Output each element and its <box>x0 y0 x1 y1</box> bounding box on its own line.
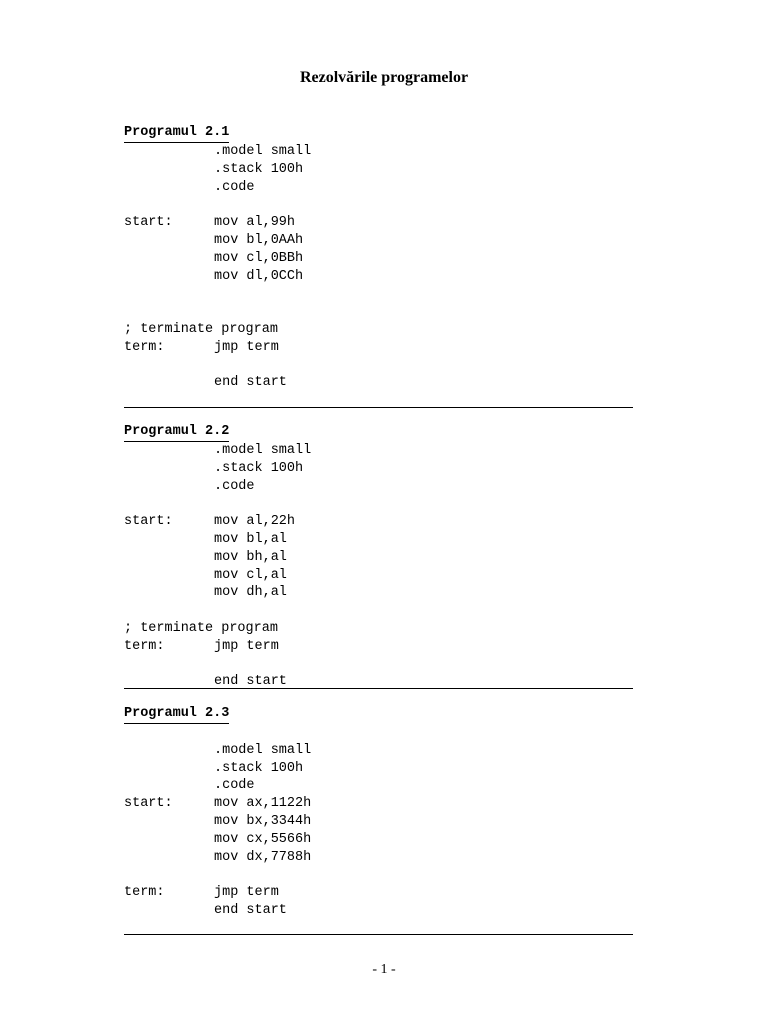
code-instruction: mov al,22h <box>214 514 296 530</box>
code-instruction: mov cl,0BBh <box>214 250 304 266</box>
program-heading: Programul 2.3 <box>124 705 229 724</box>
code-line <box>124 285 634 303</box>
program-heading: Programul 2.2 <box>124 423 229 442</box>
code-instruction: .stack 100h <box>214 460 304 476</box>
code-line <box>124 638 634 656</box>
code-instruction: .model small <box>214 144 312 159</box>
code-line <box>124 866 634 884</box>
code-line <box>124 161 634 179</box>
code-line <box>124 602 634 620</box>
code-line <box>124 742 634 760</box>
code-line <box>124 620 634 638</box>
code-line <box>124 357 634 375</box>
divider <box>124 688 633 689</box>
code-block <box>124 442 634 691</box>
code-label: start: <box>124 514 173 530</box>
code-instruction: .stack 100h <box>214 161 304 177</box>
code-line <box>124 196 634 214</box>
code-line <box>124 584 634 602</box>
code-line <box>124 849 634 867</box>
code-line <box>124 567 634 585</box>
code-line <box>124 813 634 831</box>
code-line <box>124 232 634 250</box>
code-label: start: <box>124 796 173 812</box>
code-instruction: mov ax,1122h <box>214 796 312 812</box>
code-line <box>124 321 634 339</box>
code-line <box>124 442 634 460</box>
code-line <box>124 549 634 567</box>
code-instruction: mov cx,5566h <box>214 831 312 847</box>
code-line <box>124 268 634 286</box>
code-line <box>124 250 634 268</box>
code-line <box>124 656 634 674</box>
code-line <box>124 760 634 778</box>
code-instruction: .code <box>214 478 255 494</box>
code-instruction: end start <box>214 674 287 690</box>
code-instruction: jmp term <box>214 638 279 654</box>
code-instruction: jmp term <box>214 339 279 355</box>
code-comment: ; terminate program <box>124 321 278 337</box>
code-instruction: mov dx,7788h <box>214 849 312 865</box>
code-line <box>124 777 634 795</box>
divider <box>124 407 633 408</box>
code-line <box>124 795 634 813</box>
code-line <box>124 884 634 902</box>
code-instruction: .model small <box>214 443 312 458</box>
code-instruction: mov cl,al <box>214 567 287 583</box>
code-instruction: .model small <box>214 742 312 758</box>
code-line <box>124 374 634 392</box>
code-line <box>124 513 634 531</box>
code-block <box>124 143 634 392</box>
code-line <box>124 531 634 549</box>
code-instruction: mov bh,al <box>214 549 287 565</box>
page-number: - 1 - <box>372 962 396 977</box>
code-label: term: <box>124 638 165 654</box>
code-label: term: <box>124 885 165 901</box>
code-instruction: .code <box>214 179 255 195</box>
code-label: start: <box>124 215 173 231</box>
code-line <box>124 478 634 496</box>
code-label: term: <box>124 339 165 355</box>
code-line <box>124 214 634 232</box>
code-block <box>124 724 634 920</box>
code-instruction: mov dh,al <box>214 585 287 601</box>
code-line <box>124 831 634 849</box>
code-instruction: mov bx,3344h <box>214 813 312 829</box>
code-line <box>124 303 634 321</box>
code-line <box>124 724 634 742</box>
code-instruction: end start <box>214 375 287 391</box>
code-instruction: .code <box>214 778 255 794</box>
program-heading: Programul 2.1 <box>124 124 229 143</box>
code-instruction: jmp term <box>214 885 279 901</box>
code-line <box>124 339 634 357</box>
code-line <box>124 495 634 513</box>
code-line <box>124 460 634 478</box>
code-instruction: mov al,99h <box>214 215 296 231</box>
code-comment: ; terminate program <box>124 620 278 636</box>
page-title: Rezolvările programelor <box>299 69 469 86</box>
program-2-3-section <box>124 703 634 920</box>
program-2-2-section <box>124 421 634 691</box>
code-line <box>124 143 634 161</box>
program-2-1-section <box>124 122 634 392</box>
code-line <box>124 179 634 197</box>
code-instruction: mov bl,al <box>214 531 287 547</box>
code-instruction: .stack 100h <box>214 760 304 776</box>
code-instruction: mov dl,0CCh <box>214 268 304 284</box>
code-instruction: mov bl,0AAh <box>214 232 304 248</box>
code-instruction: end start <box>214 902 287 918</box>
divider <box>124 934 633 935</box>
code-line <box>124 902 634 920</box>
